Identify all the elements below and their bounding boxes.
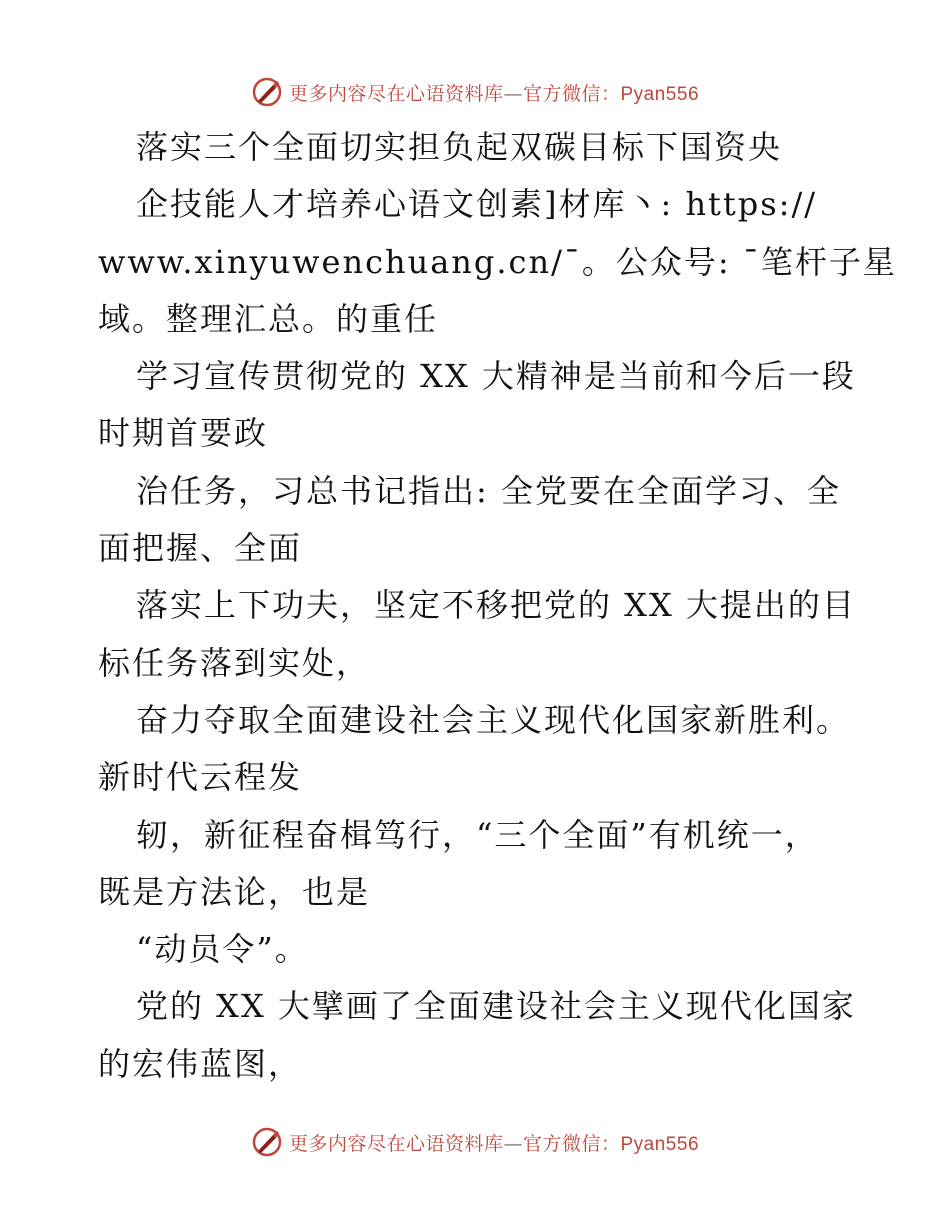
body-line: 治任务，习总书记指出: 全党要在全面学习、全 (136, 471, 841, 510)
body-line: 企技能人才培养心语文创素]材库丶: https:// (136, 185, 818, 224)
watermark-text (289, 1129, 699, 1156)
body-line: 轫，新征程奋楫笃行，“三个全面”有机统一， (136, 815, 819, 854)
watermark-separator: — (503, 1132, 523, 1155)
watermark-official-label: 官方微信： (522, 82, 621, 105)
body-line: 学习宣传贯彻党的 XX 大精神是当前和今后一段 (136, 357, 856, 396)
body-line: 的宏伟蓝图， (98, 1044, 303, 1083)
body-line: 标任务落到实处， (98, 643, 371, 682)
footer-watermark (0, 1122, 950, 1162)
watermark-title: 更多内容尽在心语资料库 (288, 1132, 504, 1155)
body-line: 既是方法论，也是 (98, 872, 371, 911)
body-line: 面把握、全面 (98, 529, 303, 568)
body-line: 落实三个全面切实担负起双碳目标下国资央 (136, 128, 783, 166)
watermark-account: Pyan556 (620, 1133, 700, 1155)
watermark-official-label: 官方微信： (522, 1132, 621, 1155)
body-line: 新时代云程发 (98, 758, 303, 797)
document-body (98, 124, 897, 1098)
watermark-separator: — (503, 82, 523, 105)
watermark-title: 更多内容尽在心语资料库 (288, 82, 504, 105)
pen-logo-icon (251, 1126, 283, 1158)
body-line: 落实上下功夫，坚定不移把党的 XX 大提出的目 (136, 586, 856, 625)
body-line: 时期首要政 (98, 414, 269, 453)
watermark-text (289, 79, 699, 106)
body-line: 域。整理汇总。的重任 (98, 299, 439, 338)
body-line: www.xinyuwenchuang.cn/¯。公众号: ¯笔杆子星 (98, 242, 897, 281)
body-line: 党的 XX 大擘画了全面建设社会主义现代化国家 (136, 987, 856, 1026)
header-watermark (0, 72, 950, 112)
body-line: “动员令”。 (136, 930, 309, 969)
pen-logo-icon (251, 76, 283, 108)
watermark-account: Pyan556 (620, 83, 700, 105)
body-line: 奋力夺取全面建设社会主义现代化国家新胜利。 (136, 700, 851, 739)
